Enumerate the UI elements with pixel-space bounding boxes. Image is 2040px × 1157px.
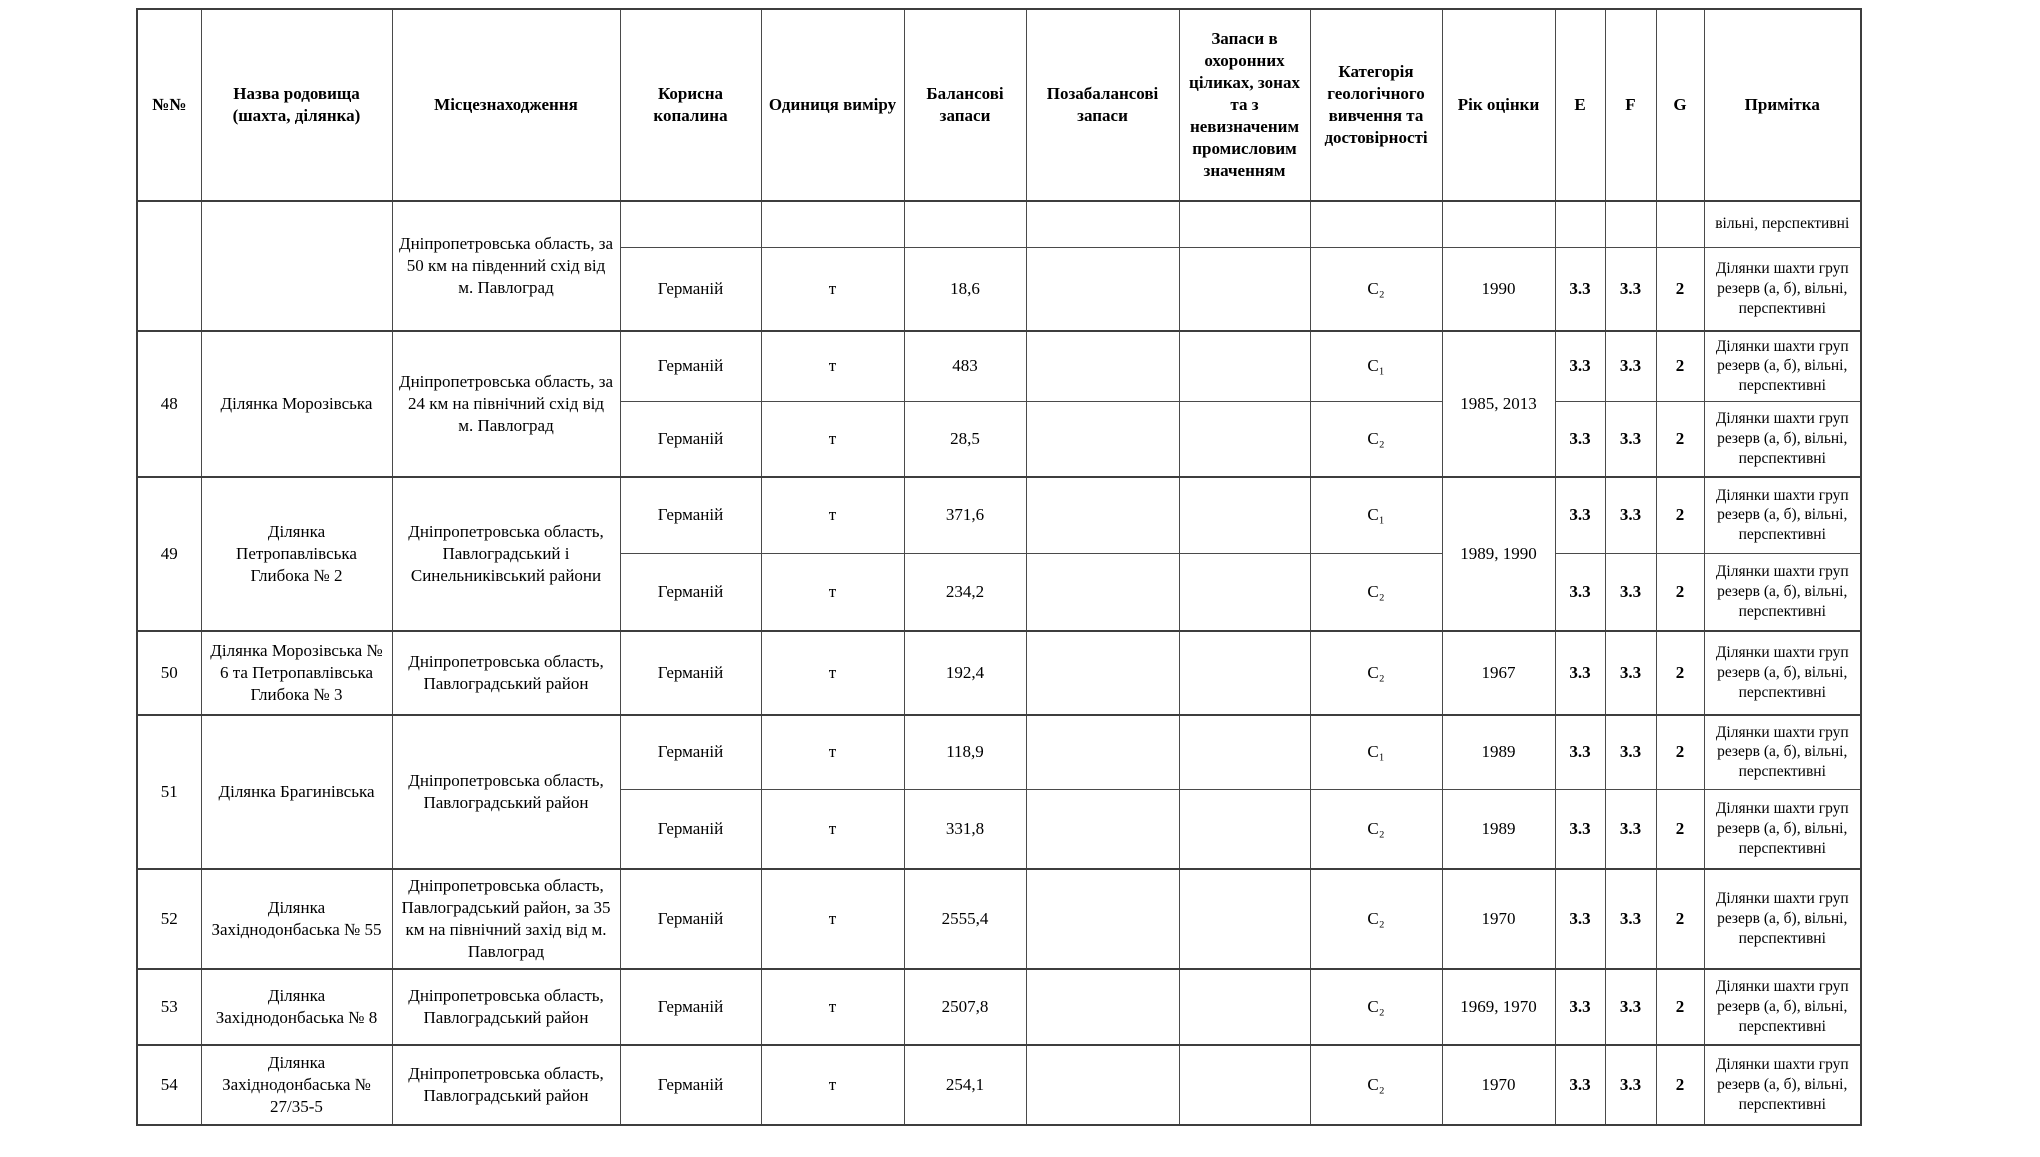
cell-year: 1985, 2013 xyxy=(1442,331,1555,477)
cell-category: С₂ xyxy=(1310,1045,1442,1125)
col-header-unit: Одиниця виміру xyxy=(761,9,904,201)
cell-g: 2 xyxy=(1656,1045,1704,1125)
cell-e: 3.3 xyxy=(1555,715,1605,789)
cell-deposit-name: Ділянка Петропавлівська Глибока № 2 xyxy=(201,477,392,631)
cell-remark: Ділянки шахти груп резерв (а, б), вільні, перспективні xyxy=(1704,247,1861,331)
cell-balance: 371,6 xyxy=(904,477,1026,553)
cell-unit: т xyxy=(761,401,904,477)
cell-year: 1970 xyxy=(1442,1045,1555,1125)
cell-protected xyxy=(1179,477,1310,553)
cell-mineral xyxy=(620,201,761,247)
cell-unit: т xyxy=(761,789,904,869)
cell-offbalance xyxy=(1026,1045,1179,1125)
cell-location: Дніпропетровська область, за 50 км на південний схід від м. Павлоград xyxy=(392,201,620,331)
cell-deposit-name: Ділянка Морозівська № 6 та Петропавлівська Глибока № 3 xyxy=(201,631,392,715)
cell-protected xyxy=(1179,247,1310,331)
cell-offbalance xyxy=(1026,869,1179,969)
cell-unit: т xyxy=(761,869,904,969)
cell-number xyxy=(137,201,201,331)
cell-category: С₂ xyxy=(1310,869,1442,969)
table-row xyxy=(137,477,1861,553)
cell-protected xyxy=(1179,401,1310,477)
cell-remark: Ділянки шахти груп резерв (а, б), вільні, перспективні xyxy=(1704,401,1861,477)
cell-year: 1989 xyxy=(1442,715,1555,789)
cell-location: Дніпропетровська область, Павлоградський район xyxy=(392,969,620,1045)
cell-protected xyxy=(1179,631,1310,715)
table-header xyxy=(137,9,1861,201)
cell-mineral: Германій xyxy=(620,247,761,331)
cell-e xyxy=(1555,201,1605,247)
cell-category: С₂ xyxy=(1310,553,1442,631)
cell-e: 3.3 xyxy=(1555,401,1605,477)
col-header-e: E xyxy=(1555,9,1605,201)
cell-balance: 118,9 xyxy=(904,715,1026,789)
cell-number: 48 xyxy=(137,331,201,477)
cell-balance: 18,6 xyxy=(904,247,1026,331)
cell-offbalance xyxy=(1026,715,1179,789)
cell-mineral: Германій xyxy=(620,477,761,553)
cell-category: С₁ xyxy=(1310,331,1442,401)
cell-f: 3.3 xyxy=(1605,969,1656,1045)
col-header-g: G xyxy=(1656,9,1704,201)
cell-category xyxy=(1310,201,1442,247)
cell-mineral: Германій xyxy=(620,1045,761,1125)
cell-offbalance xyxy=(1026,331,1179,401)
cell-mineral: Германій xyxy=(620,789,761,869)
col-header-f: F xyxy=(1605,9,1656,201)
cell-category: С₂ xyxy=(1310,401,1442,477)
cell-f: 3.3 xyxy=(1605,869,1656,969)
cell-remark: Ділянки шахти груп резерв (а, б), вільні, перспективні xyxy=(1704,789,1861,869)
col-header-remark: Примітка xyxy=(1704,9,1861,201)
cell-remark: Ділянки шахти груп резерв (а, б), вільні, перспективні xyxy=(1704,331,1861,401)
cell-unit: т xyxy=(761,331,904,401)
cell-f: 3.3 xyxy=(1605,331,1656,401)
cell-g: 2 xyxy=(1656,477,1704,553)
cell-unit: т xyxy=(761,969,904,1045)
cell-g: 2 xyxy=(1656,869,1704,969)
cell-protected xyxy=(1179,331,1310,401)
cell-remark: Ділянки шахти груп резерв (а, б), вільні, перспективні xyxy=(1704,477,1861,553)
cell-balance: 2507,8 xyxy=(904,969,1026,1045)
cell-unit: т xyxy=(761,1045,904,1125)
cell-category: С₂ xyxy=(1310,631,1442,715)
table-body xyxy=(137,201,1861,1125)
cell-mineral: Германій xyxy=(620,331,761,401)
cell-protected xyxy=(1179,789,1310,869)
cell-deposit-name: Ділянка Морозівська xyxy=(201,331,392,477)
cell-balance: 483 xyxy=(904,331,1026,401)
cell-remark: Ділянки шахти груп резерв (а, б), вільні, перспективні xyxy=(1704,969,1861,1045)
col-header-mineral: Корисна копалина xyxy=(620,9,761,201)
cell-deposit-name: Ділянка Західнодонбаська № 55 xyxy=(201,869,392,969)
cell-offbalance xyxy=(1026,969,1179,1045)
cell-g: 2 xyxy=(1656,331,1704,401)
cell-year: 1970 xyxy=(1442,869,1555,969)
cell-year: 1989, 1990 xyxy=(1442,477,1555,631)
cell-remark: Ділянки шахти груп резерв (а, б), вільні, перспективні xyxy=(1704,631,1861,715)
cell-location: Дніпропетровська область, Павлоградський і Синельниківський райони xyxy=(392,477,620,631)
cell-offbalance xyxy=(1026,631,1179,715)
cell-unit: т xyxy=(761,631,904,715)
cell-number: 50 xyxy=(137,631,201,715)
cell-g: 2 xyxy=(1656,401,1704,477)
cell-number: 51 xyxy=(137,715,201,869)
cell-category: С₁ xyxy=(1310,715,1442,789)
cell-g: 2 xyxy=(1656,631,1704,715)
col-header-number: №№ xyxy=(137,9,201,201)
cell-e: 3.3 xyxy=(1555,553,1605,631)
cell-f: 3.3 xyxy=(1605,401,1656,477)
cell-f: 3.3 xyxy=(1605,715,1656,789)
table-row xyxy=(137,969,1861,1045)
cell-deposit-name xyxy=(201,201,392,331)
cell-location: Дніпропетровська область, Павлоградський район xyxy=(392,715,620,869)
cell-g: 2 xyxy=(1656,789,1704,869)
cell-category: С₂ xyxy=(1310,789,1442,869)
cell-category: С₂ xyxy=(1310,247,1442,331)
cell-e: 3.3 xyxy=(1555,869,1605,969)
cell-balance: 28,5 xyxy=(904,401,1026,477)
cell-g: 2 xyxy=(1656,247,1704,331)
cell-remark: Ділянки шахти груп резерв (а, б), вільні, перспективні xyxy=(1704,553,1861,631)
cell-e: 3.3 xyxy=(1555,789,1605,869)
cell-protected xyxy=(1179,969,1310,1045)
cell-g: 2 xyxy=(1656,553,1704,631)
cell-mineral: Германій xyxy=(620,869,761,969)
cell-location: Дніпропетровська область, за 24 км на північний схід від м. Павлоград xyxy=(392,331,620,477)
cell-unit: т xyxy=(761,715,904,789)
cell-offbalance xyxy=(1026,789,1179,869)
table-row xyxy=(137,715,1861,789)
col-header-geo-category: Категорія геологічного вивчення та достовірності xyxy=(1310,9,1442,201)
cell-category: С₂ xyxy=(1310,969,1442,1045)
cell-year: 1967 xyxy=(1442,631,1555,715)
cell-f: 3.3 xyxy=(1605,631,1656,715)
cell-g: 2 xyxy=(1656,969,1704,1045)
table-row xyxy=(137,869,1861,969)
cell-unit: т xyxy=(761,247,904,331)
cell-protected xyxy=(1179,715,1310,789)
cell-protected xyxy=(1179,869,1310,969)
cell-f: 3.3 xyxy=(1605,1045,1656,1125)
cell-year: 1990 xyxy=(1442,247,1555,331)
cell-number: 54 xyxy=(137,1045,201,1125)
cell-number: 49 xyxy=(137,477,201,631)
cell-offbalance xyxy=(1026,201,1179,247)
cell-f: 3.3 xyxy=(1605,789,1656,869)
cell-e: 3.3 xyxy=(1555,331,1605,401)
cell-deposit-name: Ділянка Західнодонбаська № 8 xyxy=(201,969,392,1045)
cell-remark: Ділянки шахти груп резерв (а, б), вільні, перспективні xyxy=(1704,715,1861,789)
cell-e: 3.3 xyxy=(1555,477,1605,553)
cell-year: 1989 xyxy=(1442,789,1555,869)
cell-location: Дніпропетровська область, Павлоградський район, за 35 км на північний захід від м. Павлоград xyxy=(392,869,620,969)
col-header-balance-reserves: Балансові запаси xyxy=(904,9,1026,201)
cell-deposit-name: Ділянка Брагинівська xyxy=(201,715,392,869)
col-header-location: Місцезнаходження xyxy=(392,9,620,201)
cell-year: 1969, 1970 xyxy=(1442,969,1555,1045)
cell-e: 3.3 xyxy=(1555,631,1605,715)
cell-mineral: Германій xyxy=(620,401,761,477)
cell-f xyxy=(1605,201,1656,247)
cell-protected xyxy=(1179,1045,1310,1125)
cell-mineral: Германій xyxy=(620,969,761,1045)
cell-mineral: Германій xyxy=(620,715,761,789)
header-row xyxy=(137,9,1861,201)
cell-balance: 331,8 xyxy=(904,789,1026,869)
cell-g xyxy=(1656,201,1704,247)
cell-offbalance xyxy=(1026,553,1179,631)
cell-number: 52 xyxy=(137,869,201,969)
cell-protected xyxy=(1179,201,1310,247)
mineral-reserves-table xyxy=(136,8,1862,1126)
cell-protected xyxy=(1179,553,1310,631)
cell-balance xyxy=(904,201,1026,247)
cell-unit: т xyxy=(761,477,904,553)
cell-e: 3.3 xyxy=(1555,1045,1605,1125)
cell-remark: Ділянки шахти груп резерв (а, б), вільні, перспективні xyxy=(1704,1045,1861,1125)
col-header-protected-reserves: Запаси в охоронних ціликах, зонах та з невизначеним промисловим значенням xyxy=(1179,9,1310,201)
cell-deposit-name: Ділянка Західнодонбаська № 27/35-5 xyxy=(201,1045,392,1125)
cell-g: 2 xyxy=(1656,715,1704,789)
cell-balance: 234,2 xyxy=(904,553,1026,631)
table-row xyxy=(137,201,1861,247)
cell-category: С₁ xyxy=(1310,477,1442,553)
col-header-offbalance-reserves: Позабалансові запаси xyxy=(1026,9,1179,201)
cell-offbalance xyxy=(1026,247,1179,331)
cell-mineral: Германій xyxy=(620,553,761,631)
table-row xyxy=(137,1045,1861,1125)
cell-f: 3.3 xyxy=(1605,553,1656,631)
cell-location: Дніпропетровська область, Павлоградський район xyxy=(392,1045,620,1125)
cell-e: 3.3 xyxy=(1555,247,1605,331)
cell-balance: 254,1 xyxy=(904,1045,1026,1125)
cell-e: 3.3 xyxy=(1555,969,1605,1045)
col-header-deposit-name: Назва родовища (шахта, ділянка) xyxy=(201,9,392,201)
col-header-year: Рік оцінки xyxy=(1442,9,1555,201)
cell-f: 3.3 xyxy=(1605,247,1656,331)
table-row xyxy=(137,631,1861,715)
table-row xyxy=(137,331,1861,401)
cell-offbalance xyxy=(1026,477,1179,553)
cell-f: 3.3 xyxy=(1605,477,1656,553)
cell-balance: 192,4 xyxy=(904,631,1026,715)
cell-year xyxy=(1442,201,1555,247)
cell-remark: Ділянки шахти груп резерв (а, б), вільні, перспективні xyxy=(1704,869,1861,969)
cell-mineral: Германій xyxy=(620,631,761,715)
cell-balance: 2555,4 xyxy=(904,869,1026,969)
cell-offbalance xyxy=(1026,401,1179,477)
cell-unit xyxy=(761,201,904,247)
cell-unit: т xyxy=(761,553,904,631)
cell-number: 53 xyxy=(137,969,201,1045)
cell-location: Дніпропетровська область, Павлоградський район xyxy=(392,631,620,715)
cell-remark: вільні, перспективні xyxy=(1704,201,1861,247)
